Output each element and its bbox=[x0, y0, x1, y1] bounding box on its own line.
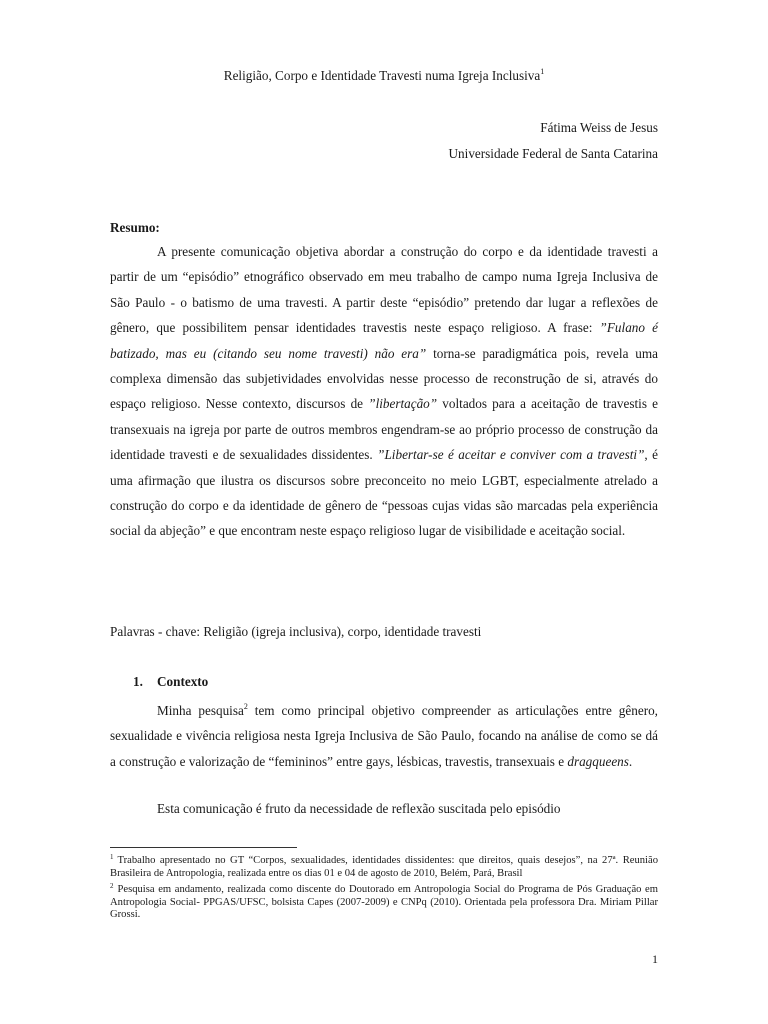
abstract-quote-3: ”Libertar-se é aceitar e conviver com a travesti” bbox=[377, 447, 645, 463]
footnote-mark-1: 1 bbox=[110, 853, 114, 861]
footnote-text-2: Pesquisa em andamento, realizada como discente do Doutorado em Antropologia Social do Programa de Pós Graduação em Antropologia Social- PPGAS/UFSC, bolsista Capes (2007-2009) e CNPq (2010). Orientada pela professora Dra. Miriam Pillar Grossi. bbox=[110, 884, 658, 921]
section-text-1-emphasis: dragqueens bbox=[567, 753, 629, 769]
keywords: Palavras - chave: Religião (igreja inclusiva), corpo, identidade travesti bbox=[110, 624, 482, 639]
section-heading bbox=[133, 674, 208, 690]
title-text: Religião, Corpo e Identidade Travesti numa Igreja Inclusiva bbox=[223, 68, 541, 83]
paper-title bbox=[110, 67, 658, 84]
section-text-1b: tem como principal objetivo compreender as articulações entre gênero, sexualidade e vivência religiosa nesta Igreja Inclusiva de São Paulo, focando na análise de como se dá a construção e valorização de “femininos” entre gays, lésbicas, travestis, transexuais e bbox=[110, 703, 658, 769]
footnote-mark-2: 2 bbox=[110, 882, 114, 891]
author-name: Fátima Weiss de Jesus bbox=[540, 120, 658, 135]
footnote-text-1: Trabalho apresentado no GT “Corpos, sexualidades, identidades dissidentes: que direitos, quais desejos”, na 27ª. Reunião Brasileira de Antropologia, realizada entre os dias 01 e 04 de agosto de 2010, Belém, Pará, Brasil bbox=[110, 855, 658, 879]
section-number: 1. bbox=[133, 674, 143, 689]
footnote-ref-2[interactable]: 2 bbox=[243, 702, 248, 711]
section-paragraph-2 bbox=[110, 796, 658, 821]
section-paragraph-1 bbox=[110, 694, 658, 774]
section-title: Contexto bbox=[157, 674, 209, 689]
abstract-text-1: A presente comunicação objetiva abordar a construção do corpo e da identidade travesti a partir de um “episódio” etnográfico observado em meu trabalho de campo numa Igreja Inclusiva de São Paulo - o batismo de uma travesti. A partir deste “episódio” pretendo dar lugar a reflexões de gênero, que possibilitem pensar identidades travestis neste espaço religioso. A frase: bbox=[110, 244, 658, 336]
title-footnote-mark[interactable]: 1 bbox=[540, 67, 545, 76]
abstract-quote-1: ”Fulano é batizado, mas eu (citando seu nome travesti) não era” bbox=[110, 320, 658, 361]
abstract-heading: Resumo: bbox=[110, 220, 160, 235]
abstract-text-2: torna-se paradigmática pois, revela uma complexa dimensão das subjetividades envolvidas nesse processo de reconstrução de si, através do espaço religioso. Nesse contexto, discursos de bbox=[110, 345, 659, 412]
footnote-divider bbox=[110, 847, 297, 848]
abstract-quote-2: ”libertação” bbox=[368, 396, 438, 412]
abstract-text-4: , é uma afirmação que ilustra os discursos sobre preconceito no meio LGBT, especialmente atrelado a construção do corpo e da identidade de gênero de “pessoas cujas vidas são marcadas pela experiência social da abjeção” e que encontram neste espaço religioso lugar de visibilidade e aceitação social. bbox=[110, 447, 658, 539]
abstract-paragraph bbox=[110, 239, 658, 544]
author-affiliation: Universidade Federal de Santa Catarina bbox=[448, 146, 658, 161]
section-text-1a: Minha pesquisa bbox=[157, 703, 244, 718]
section-text-1-end: . bbox=[628, 753, 633, 769]
footnote-1 bbox=[110, 851, 658, 880]
footnotes bbox=[110, 851, 658, 922]
page-number: 1 bbox=[652, 952, 658, 966]
section-text-2: Esta comunicação é fruto da necessidade de reflexão suscitada pelo episódio bbox=[157, 801, 561, 816]
abstract-text-3: voltados para a aceitação de travestis e transexuais na igreja por parte de outros membros engendram-se ao próprio processo de construção da identidade travesti e de sexualidades dissidentes. bbox=[110, 396, 658, 463]
footnote-2 bbox=[110, 880, 658, 922]
